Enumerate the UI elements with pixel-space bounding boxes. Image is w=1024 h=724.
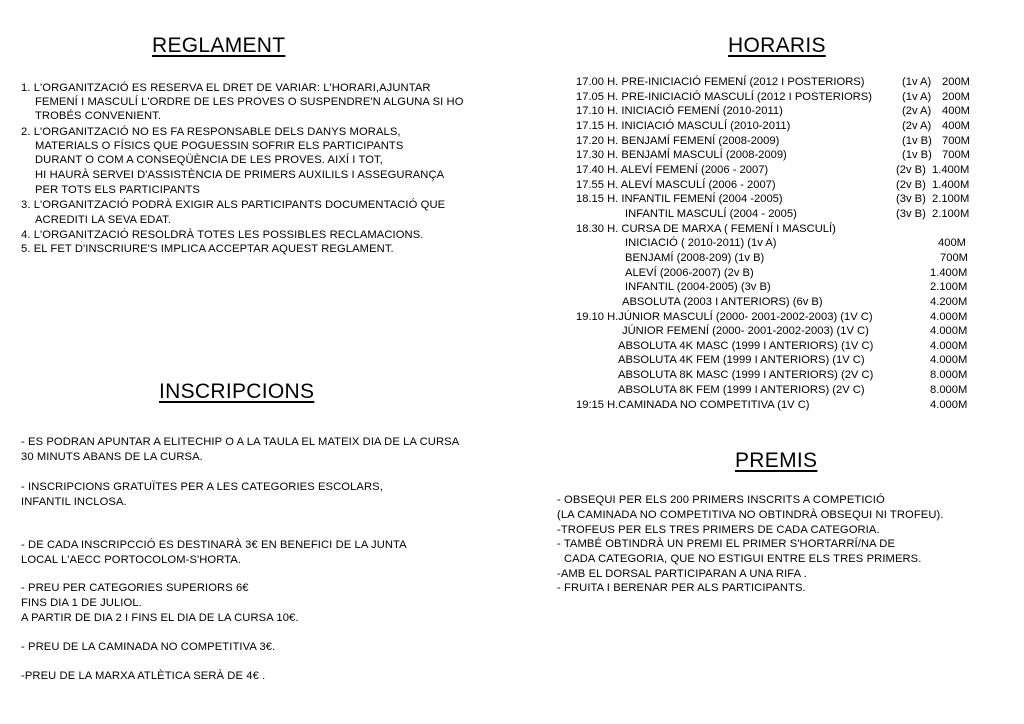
reglament-line: PER TOTS ELS PARTICIPANTS: [35, 184, 200, 196]
horaris-row-dist: 1.400M: [932, 164, 970, 176]
horaris-title: HORARIS: [728, 34, 826, 57]
horaris-row-dist: 700M: [942, 149, 970, 161]
horaris-row-text: ABSOLUTA 8K MASC (1999 I ANTERIORS) (2V C): [618, 369, 874, 381]
horaris-row-text: ABSOLUTA 4K MASC (1999 I ANTERIORS) (1V C): [618, 340, 874, 352]
horaris-row-start: (3v B): [896, 193, 926, 205]
horaris-row-dist: 400M: [942, 105, 970, 117]
reglament-line: 2. L'ORGANITZACIÓ NO ES FA RESPONSABLE DELS DANYS MORALS,: [21, 126, 401, 138]
horaris-row-text: INFANTIL MASCULÍ (2004 - 2005): [625, 208, 797, 220]
reglament-line: 4. L'ORGANITZACIÓ RESOLDRÀ TOTES LES POSSIBLES RECLAMACIONS.: [21, 229, 424, 241]
horaris-row-start: (1v A): [902, 76, 932, 88]
horaris-row-text: 17.55 H. ALEVÍ MASCULÍ (2006 - 2007): [576, 179, 776, 191]
inscripcions-line: -PREU DE LA MARXA ATLÈTICA SERÀ DE 4€ .: [21, 670, 266, 682]
horaris-row-dist: 2.100M: [930, 281, 968, 293]
horaris-row-text: JÚNIOR FEMENÍ (2000- 2001-2002-2003) (1V C): [622, 325, 869, 337]
horaris-row-dist: 2.100M: [932, 193, 970, 205]
inscripcions-line: - PREU PER CATEGORIES SUPERIORS 6€: [21, 582, 249, 594]
horaris-row-dist: 4.000M: [930, 311, 968, 323]
premis-line: (LA CAMINADA NO COMPETITIVA NO OBTINDRÀ OBSEQUI NI TROFEU).: [557, 509, 944, 521]
horaris-row-text: BENJAMÍ (2008-209) (1v B): [625, 252, 765, 264]
horaris-row-text: ALEVÍ (2006-2007) (2v B): [625, 267, 754, 279]
horaris-row-dist: 8.000M: [930, 384, 968, 396]
horaris-row-text: ABSOLUTA 8K FEM (1999 I ANTERIORS) (2V C): [618, 384, 865, 396]
horaris-row-text: INICIACIÓ ( 2010-2011) (1v A): [625, 237, 777, 249]
horaris-row-dist: 2.100M: [932, 208, 970, 220]
inscripcions-line: - PREU DE LA CAMINADA NO COMPETITIVA 3€.: [21, 641, 276, 653]
inscripcions-title: INSCRIPCIONS: [159, 380, 315, 403]
reglament-line: MATERIALS O FÍSICS QUE POGUESSIN SOFRIR ELS PARTICIPANTS: [35, 140, 404, 152]
horaris-row-start: (2v B): [896, 179, 926, 191]
horaris-row-dist: 1.400M: [930, 267, 968, 279]
horaris-row-text: 17.00 H. PRE-INICIACIÓ FEMENÍ (2012 I POSTERIORS): [576, 76, 865, 88]
horaris-row-text: 17.30 H. BENJAMÍ MASCULÍ (2008-2009): [576, 149, 787, 161]
horaris-row-text: 18.30 H. CURSA DE MARXA ( FEMENÍ I MASCULÍ): [576, 223, 836, 235]
horaris-row-dist: 200M: [942, 91, 970, 103]
horaris-row-start: (1v B): [902, 149, 932, 161]
horaris-row-text: 17.20 H. BENJAMÍ FEMENÍ (2008-2009): [576, 135, 780, 147]
horaris-row-dist: 200M: [942, 76, 970, 88]
inscripcions-line: FINS DIA 1 DE JULIOL.: [21, 597, 142, 609]
inscripcions-line: A PARTIR DE DIA 2 I FINS EL DIA DE LA CURSA 10€.: [21, 612, 299, 624]
premis-line: - TAMBÉ OBTINDRÀ UN PREMI EL PRIMER S'HORTARRÍ/NA DE: [557, 538, 896, 550]
horaris-row-text: 19.10 H.JÚNIOR MASCULÍ (2000- 2001-2002-2003) (1V C): [576, 311, 873, 323]
reglament-title: REGLAMENT: [152, 34, 286, 57]
horaris-row-text: 17.10 H. INICIACIÓ FEMENÍ (2010-2011): [576, 105, 783, 117]
horaris-row-dist: 4.000M: [930, 354, 968, 366]
inscripcions-line: 30 MINUTS ABANS DE LA CURSA.: [21, 451, 203, 463]
reglament-line: 1. L'ORGANITZACIÓ ES RESERVA EL DRET DE VARIAR: L'HORARI,AJUNTAR: [21, 82, 431, 94]
horaris-row-start: (1v B): [902, 135, 932, 147]
reglament-line: ACREDITI LA SEVA EDAT.: [35, 214, 172, 226]
horaris-row-start: (2v A): [902, 105, 932, 117]
horaris-row-dist: 700M: [940, 252, 968, 264]
horaris-row-text: 17.05 H. PRE-INICIACIÓ MASCULÍ (2012 I POSTERIORS): [576, 91, 872, 103]
horaris-row-dist: 700M: [942, 135, 970, 147]
inscripcions-line: - INSCRIPCIONS GRATUÏTES PER A LES CATEGORIES ESCOLARS,: [21, 481, 383, 493]
horaris-row-dist: 1.400M: [932, 179, 970, 191]
horaris-row-dist: 4.000M: [930, 325, 968, 337]
horaris-row-dist: 4.000M: [930, 340, 968, 352]
horaris-row-dist: 400M: [942, 120, 970, 132]
reglament-line: DURANT O COM A CONSEQÜÈNCIA DE LES PROVES. AIXÍ I TOT,: [35, 154, 383, 166]
horaris-row-text: INFANTIL (2004-2005) (3v B): [625, 281, 771, 293]
horaris-row-dist: 4.200M: [930, 296, 968, 308]
premis-title: PREMIS: [735, 449, 818, 472]
horaris-row-text: ABSOLUTA (2003 I ANTERIORS) (6v B): [622, 296, 823, 308]
horaris-row-start: (3v B): [896, 208, 926, 220]
premis-line: -AMB EL DORSAL PARTICIPARAN A UNA RIFA .: [557, 568, 807, 580]
horaris-row-text: 17.40 H. ALEVÍ FEMENÍ (2006 - 2007): [576, 164, 769, 176]
horaris-row-start: (2v B): [896, 164, 926, 176]
reglament-line: TROBÉS CONVENIENT.: [35, 110, 162, 122]
inscripcions-line: - DE CADA INSCRIPCCIÓ ES DESTINARÀ 3€ EN BENEFICI DE LA JUNTA: [21, 539, 407, 551]
inscripcions-line: LOCAL L'AECC PORTOCOLOM-S'HORTA.: [21, 554, 242, 566]
premis-line: - OBSEQUI PER ELS 200 PRIMERS INSCRITS A COMPETICIÓ: [557, 494, 885, 506]
inscripcions-line: - ES PODRAN APUNTAR A ELITECHIP O A LA TAULA EL MATEIX DIA DE LA CURSA: [21, 436, 460, 448]
reglament-line: FEMENÍ I MASCULÍ L'ORDRE DE LES PROVES O SUSPENDRE'N ALGUNA SI HO: [35, 96, 464, 108]
reglament-line: 5. EL FET D'INSCRIURE'S IMPLICA ACCEPTAR AQUEST REGLAMENT.: [21, 243, 394, 255]
horaris-row-dist: 4.000M: [930, 399, 968, 411]
horaris-row-start: (2v A): [902, 120, 932, 132]
inscripcions-line: INFANTIL INCLOSA.: [21, 496, 127, 508]
premis-line: - FRUITA I BERENAR PER ALS PARTICIPANTS.: [557, 582, 806, 594]
horaris-row-dist: 400M: [938, 237, 966, 249]
horaris-row-text: 19:15 H.CAMINADA NO COMPETITIVA (1V C): [576, 399, 810, 411]
horaris-row-start: (1v A): [902, 91, 932, 103]
horaris-row-dist: 8.000M: [930, 369, 968, 381]
horaris-row-text: ABSOLUTA 4K FEM (1999 I ANTERIORS) (1V C): [618, 354, 865, 366]
reglament-line: HI HAURÀ SERVEI D'ASSISTÈNCIA DE PRIMERS AUXILILS I ASSEGURANÇA: [35, 169, 445, 181]
premis-line: -TROFEUS PER ELS TRES PRIMERS DE CADA CATEGORIA.: [557, 524, 880, 536]
horaris-row-text: 17.15 H. INICIACIÓ MASCULÍ (2010-2011): [576, 120, 791, 132]
premis-line: CADA CATEGORIA, QUE NO ESTIGUI ENTRE ELS TRES PRIMERS.: [564, 553, 922, 565]
reglament-line: 3. L'ORGANITZACIÓ PODRÀ EXIGIR ALS PARTICIPANTS DOCUMENTACIÓ QUE: [21, 199, 446, 211]
horaris-row-text: 18.15 H. INFANTIL FEMENÍ (2004 -2005): [576, 193, 783, 205]
